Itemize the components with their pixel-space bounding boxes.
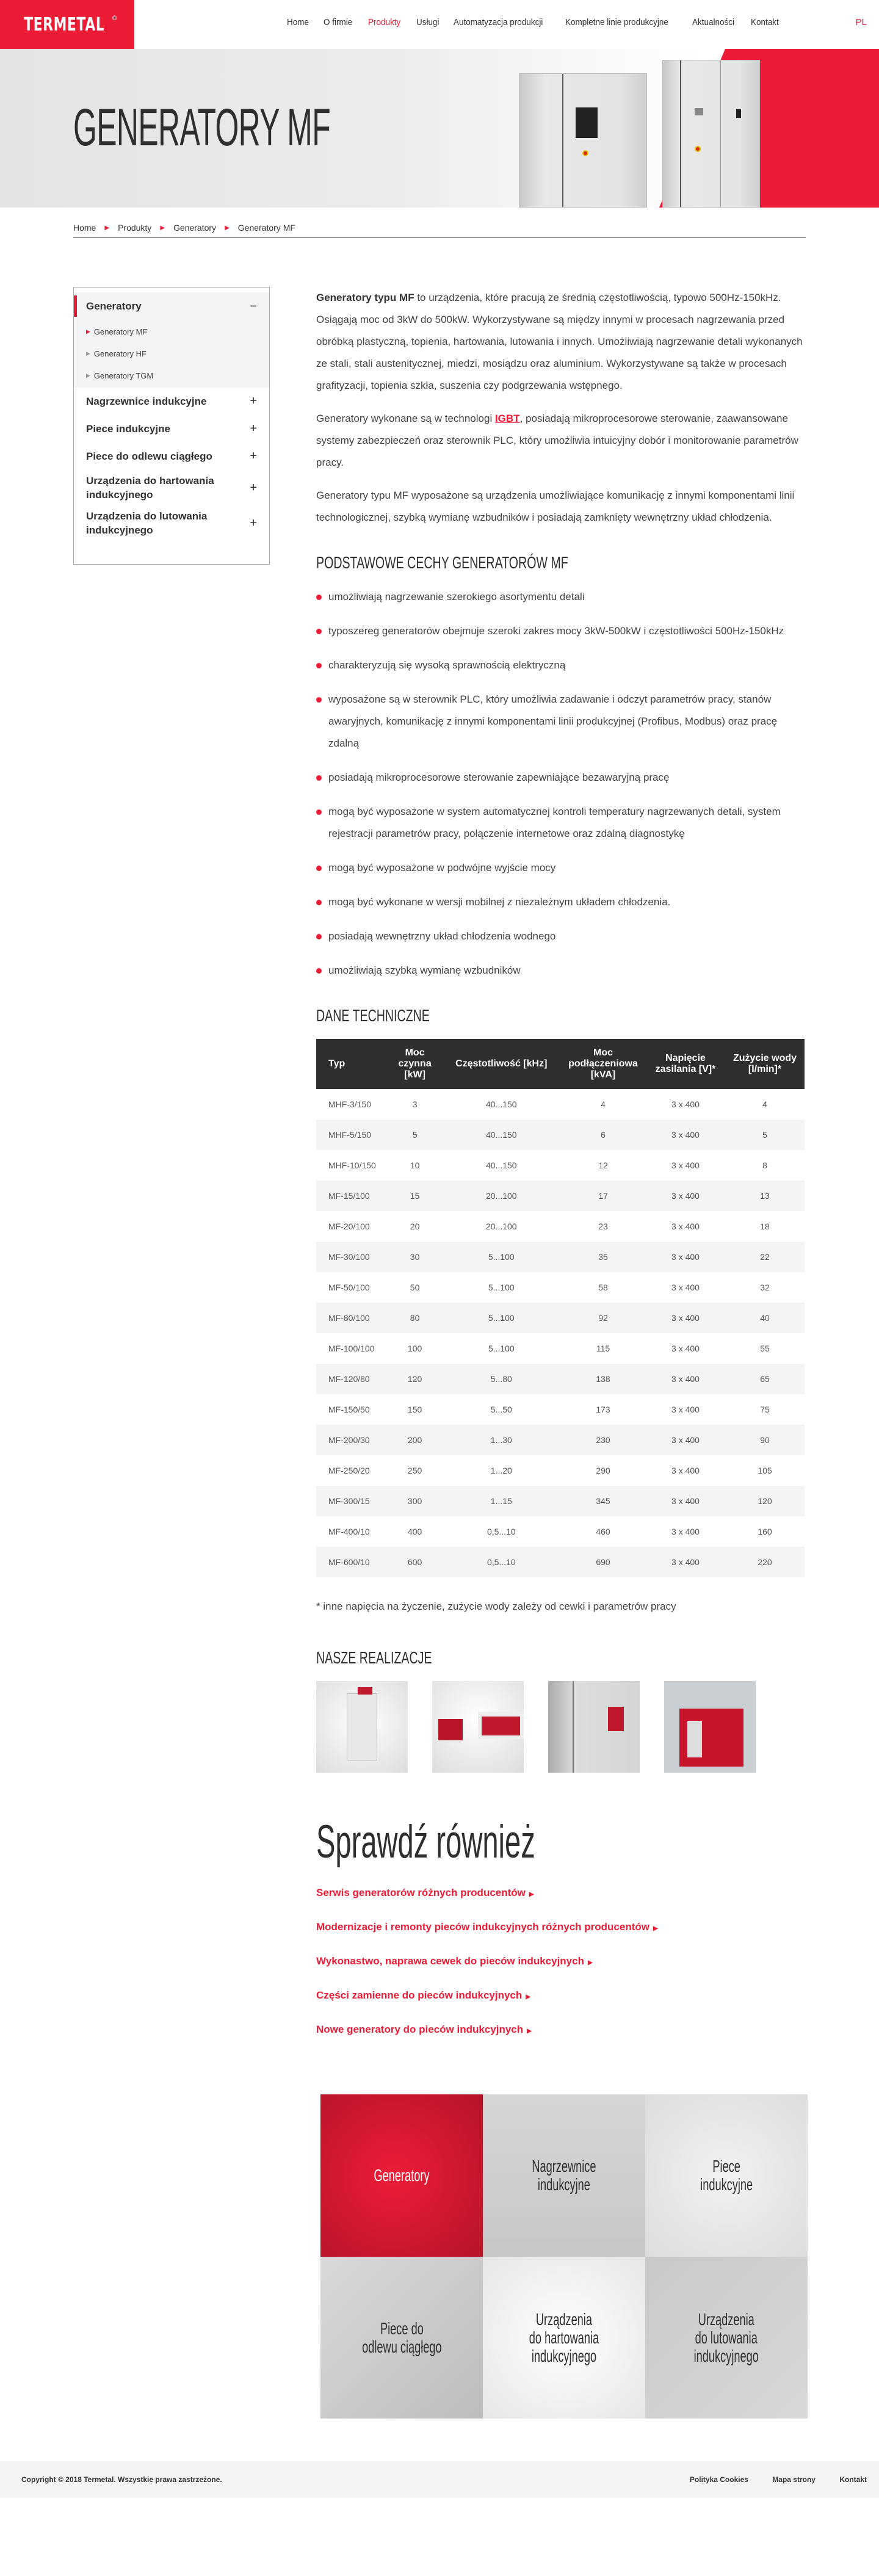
table-cell: 20...100 — [443, 1181, 560, 1211]
table-cell: 4 — [762, 1099, 767, 1109]
p2-text-after: , posiadają mikroprocesorowe sterowanie, zaawansowane systemy zabezpieczeń oraz sterownik PLC, który umożliwia intuicyjny dobór i monitorowanie parametrów pracy. — [316, 413, 798, 468]
table-cell: 3 x 400 — [646, 1364, 725, 1394]
table-row — [316, 1120, 805, 1150]
table-cell: 3 x 400 — [671, 1221, 700, 1231]
hero-banner — [0, 49, 879, 208]
table-cell: 3 x 400 — [671, 1344, 700, 1353]
table-row — [316, 1394, 805, 1425]
table-cell: 120 — [388, 1364, 443, 1394]
feature-item: mogą być wyposażone w podwójne wyjście mocy — [316, 857, 805, 879]
related-link-label: Części zamienne do pieców indukcyjnych — [316, 1989, 523, 2001]
table-row — [316, 1181, 805, 1211]
table-cell: 80 — [388, 1303, 443, 1333]
table-row — [316, 1486, 805, 1516]
sidebar-group-label: Piece do odlewu ciągłego — [86, 450, 212, 462]
table-cell: 220 — [725, 1547, 805, 1577]
table-cell: MF-20/100 — [328, 1221, 370, 1231]
related-links — [316, 1887, 805, 2036]
table-cell: MF-600/10 — [316, 1547, 388, 1577]
footer-link-cookies[interactable]: Polityka Cookies — [689, 2475, 748, 2484]
arrow-right-icon: ▶ — [529, 1891, 534, 1898]
expand-icon[interactable]: + — [250, 394, 257, 408]
sidebar-item-generatory-hf[interactable] — [74, 342, 269, 364]
table-cell: 160 — [758, 1527, 772, 1536]
collapse-icon[interactable]: − — [250, 299, 257, 313]
table-cell: MF-250/20 — [328, 1466, 370, 1475]
tile-hartowanie[interactable] — [483, 2257, 645, 2419]
tile-label: Urządzenia do lutowania indukcyjnego — [693, 2309, 759, 2365]
table-cell: 345 — [560, 1486, 646, 1516]
sidebar-group-label: Generatory — [86, 300, 142, 312]
breadcrumb-home[interactable]: Home — [73, 223, 96, 233]
triangle-right-icon: ▶ — [86, 328, 90, 335]
table-cell: 58 — [598, 1283, 608, 1292]
sidebar-item-label: Generatory HF — [93, 349, 146, 358]
table-cell: MF-50/100 — [328, 1283, 370, 1292]
communication-paragraph: Generatory typu MF wyposażone są urządzenia umożliwiające komunikację z innymi komponentami linii technologicznej, szybką wymianę wzbudników i posiadają zamknięty wewnętrzny układ chłodzenia. — [316, 490, 795, 523]
nav-uslugi[interactable]: Usługi — [416, 17, 440, 27]
table-cell: 30 — [388, 1242, 443, 1272]
table-cell: 22 — [725, 1242, 805, 1272]
table-row — [316, 1455, 805, 1486]
table-cell: 460 — [596, 1527, 610, 1536]
tile-label: Generatory — [374, 2166, 430, 2185]
tile-piece[interactable] — [645, 2094, 808, 2257]
nav-produkty[interactable]: Produkty — [367, 17, 400, 27]
copyright: Copyright © 2018 Termetal. Wszystkie prawa zastrzeżone. — [21, 2475, 222, 2484]
table-cell: 5...80 — [443, 1364, 560, 1394]
arrow-right-icon: ▶ — [587, 1959, 593, 1966]
col-header-moc-podlaczeniowa: Moc podłączeniowa [kVA] — [560, 1039, 646, 1089]
expand-icon[interactable]: + — [250, 422, 257, 435]
product-content — [316, 287, 805, 2058]
site-header — [0, 0, 879, 49]
table-row — [316, 1211, 805, 1242]
table-row — [316, 1150, 805, 1181]
table-cell: 3 x 400 — [646, 1181, 725, 1211]
feature-item: umożliwiają szybką wymianę wzbudników — [316, 960, 805, 982]
nav-home[interactable]: Home — [287, 17, 309, 27]
intro-paragraph — [316, 287, 805, 397]
triangle-right-icon: ▶ — [86, 350, 90, 356]
table-cell: 3 x 400 — [671, 1527, 700, 1536]
breadcrumb-produkty[interactable]: Produkty — [118, 223, 152, 233]
table-cell: 75 — [760, 1405, 770, 1414]
table-cell: 3 x 400 — [671, 1405, 700, 1414]
table-cell: 23 — [598, 1221, 608, 1231]
related-heading: Sprawdź również — [316, 1816, 535, 1868]
table-cell: 20...100 — [485, 1221, 517, 1231]
table-cell: 90 — [725, 1425, 805, 1455]
table-cell: 3 x 400 — [646, 1486, 725, 1516]
table-cell: MF-200/30 — [316, 1425, 388, 1455]
table-cell: MF-30/100 — [316, 1242, 388, 1272]
table-cell: 15 — [388, 1181, 443, 1211]
col-header-zuzycie-wody: Zużycie wody [l/min]* — [725, 1039, 805, 1089]
table-cell: 690 — [560, 1547, 646, 1577]
arrow-right-icon: ▶ — [526, 1994, 530, 2000]
feature-item: posiadają mikroprocesorowe sterowanie zapewniające bezawaryjną pracę — [316, 767, 805, 789]
table-cell: 173 — [596, 1405, 610, 1414]
sidebar-group-header[interactable] — [74, 292, 269, 320]
table-footnote: * inne napięcia na życzenie, zużycie wody zależy od cewki i parametrów pracy — [316, 1601, 676, 1612]
table-cell: 600 — [388, 1547, 443, 1577]
table-row — [316, 1333, 805, 1364]
expand-icon[interactable]: + — [250, 480, 257, 494]
feature-item: wyposażone są w sterownik PLC, który umożliwia zadawanie i odczyt parametrów pracy, stanów awaryjnych, komunikację z innymi komponentami linii produkcyjnej (Profibus, Modbus) oraz pracę zdalną — [316, 689, 805, 754]
language-switch[interactable]: PL — [855, 17, 867, 27]
table-row — [316, 1089, 805, 1120]
triangle-right-icon: ▶ — [86, 372, 90, 378]
gallery-photo-generator-cabinet[interactable] — [316, 1681, 408, 1773]
table-cell: 400 — [407, 1527, 422, 1536]
footer-nav — [668, 2475, 867, 2484]
breadcrumb-current: Generatory MF — [237, 223, 295, 233]
breadcrumb-separator-icon: ▶ — [225, 224, 230, 231]
table-cell: MHF-3/150 — [328, 1099, 372, 1109]
breadcrumb-separator-icon: ▶ — [104, 224, 110, 231]
p2-text: Generatory wykonane są w technologi — [316, 413, 495, 424]
logo[interactable] — [0, 0, 134, 49]
table-cell: 1...30 — [443, 1425, 560, 1455]
table-body — [316, 1089, 805, 1577]
igbt-link[interactable]: IGBT — [494, 413, 520, 424]
table-cell: MF-150/50 — [328, 1405, 370, 1414]
table-cell: 3 x 400 — [671, 1466, 700, 1475]
sidebar-group-hartowanie[interactable] — [74, 470, 269, 505]
table-cell: 3 x 400 — [646, 1547, 725, 1577]
nav-kompletne-linie[interactable]: Kompletne linie produkcyjne — [565, 17, 668, 27]
table-cell: 150 — [407, 1405, 422, 1414]
intro-text: to urządzenia, które pracują ze średnią częstotliwością, typowo 500Hz-150kHz. Osiągają moc od 3kW do 500kW. Wykorzystywane są między innymi w procesach nagrzewania przed obróbką plastyczną, topienia, hartowania, lutowania i innych. Umożliwiają nagrzewanie detali wykonanych ze stali, stali austenitycznej, miedzi, mosiądzu oraz aluminium. Wykorzystywane są także w procesach grafityzacji, topienia szkła, suszenia czy podgrzewania wstępnego. — [316, 292, 803, 391]
table-cell: 5...100 — [488, 1283, 515, 1292]
table-cell: 40 — [725, 1303, 805, 1333]
table-cell: MF-400/10 — [328, 1527, 370, 1536]
feature-item: charakteryzują się wysoką sprawnością elektryczną — [316, 654, 805, 676]
table-cell: 18 — [760, 1221, 770, 1231]
table-cell: 3 x 400 — [646, 1120, 725, 1150]
table-cell: 32 — [760, 1283, 770, 1292]
gallery-photo-red-heater[interactable] — [432, 1681, 524, 1773]
related-link-label: Nowe generatory do pieców indukcyjnych — [316, 2024, 524, 2035]
table-header-row — [316, 1039, 805, 1089]
table-cell: 138 — [560, 1364, 646, 1394]
table-cell: 5...100 — [488, 1344, 515, 1353]
expand-icon[interactable]: + — [250, 516, 257, 530]
sidebar-group-piece[interactable] — [74, 415, 269, 443]
related-link-label: Modernizacje i remonty pieców indukcyjnych różnych producentów — [316, 1921, 649, 1933]
table-cell: 40...150 — [485, 1099, 517, 1109]
table-cell: 3 — [412, 1099, 418, 1109]
table-cell: MF-15/100 — [316, 1181, 388, 1211]
gallery-photo-cabinet-red-box[interactable] — [548, 1681, 640, 1773]
table-cell: MHF-5/150 — [316, 1120, 388, 1150]
sidebar-group-nagrzewnice[interactable] — [74, 388, 269, 415]
table-row — [316, 1425, 805, 1455]
table-cell: MF-120/80 — [316, 1364, 388, 1394]
table-cell: 100 — [407, 1344, 422, 1353]
related-link[interactable] — [316, 1887, 805, 1899]
table-row — [316, 1547, 805, 1577]
arrow-right-icon: ▶ — [653, 1925, 658, 1932]
related-link-label: Wykonastwo, naprawa cewek do pieców indukcyjnych — [316, 1955, 584, 1967]
table-cell: 4 — [601, 1099, 606, 1109]
table-cell: 3 x 400 — [646, 1242, 725, 1272]
sidebar-group-generatory — [74, 292, 269, 388]
table-cell: 35 — [560, 1242, 646, 1272]
sidebar-item-label: Generatory TGM — [93, 371, 154, 380]
table-cell: 300 — [388, 1486, 443, 1516]
sidebar-group-label: Nagrzewnice indukcyjne — [86, 396, 207, 407]
breadcrumb-generatory[interactable]: Generatory — [173, 223, 217, 233]
logo-text: TERMETAL — [23, 13, 104, 35]
col-header-napiecie: Napięcie zasilania [V]* — [646, 1039, 725, 1089]
table-cell: 105 — [758, 1466, 772, 1475]
table-cell: 3 x 400 — [671, 1160, 700, 1170]
main-area — [0, 238, 879, 2058]
sidebar-group-piece-odlew[interactable] — [74, 443, 269, 470]
table-row — [316, 1516, 805, 1547]
features-heading: PODSTAWOWE CECHY GENERATORÓW MF — [316, 553, 568, 572]
main-nav — [287, 17, 794, 27]
features-list — [316, 586, 805, 982]
product-sidebar — [73, 287, 270, 565]
page-title: GENERATORY MF — [73, 98, 331, 157]
tile-label: Piece do odlewu ciągłego — [361, 2318, 442, 2356]
col-header-czestotliwosc: Częstotliwość [kHz] — [443, 1039, 560, 1089]
gallery-heading: NASZE REALIZACJE — [316, 1648, 432, 1667]
nav-kontakt[interactable]: Kontakt — [751, 17, 780, 27]
arrow-right-icon: ▶ — [527, 2028, 532, 2035]
hero-generator-cabinet-image-2 — [662, 60, 760, 208]
feature-item: mogą być wyposażone w system automatycznej kontroli temperatury nagrzewanych detali, system rejestracji parametrów pracy, połączenie internetowe oraz zdalną diagnostykę — [316, 801, 805, 845]
table-cell: 115 — [596, 1344, 610, 1353]
sidebar-group-lutowanie[interactable] — [74, 505, 269, 541]
col-header-typ: Typ — [316, 1039, 388, 1089]
table-cell: 230 — [560, 1425, 646, 1455]
table-cell: 92 — [560, 1303, 646, 1333]
table-cell: 13 — [725, 1181, 805, 1211]
table-cell: 120 — [725, 1486, 805, 1516]
table-cell: 5...100 — [443, 1242, 560, 1272]
table-cell: 5...100 — [443, 1303, 560, 1333]
intro-bold: Generatory typu MF — [316, 292, 414, 303]
related-link[interactable] — [316, 1921, 805, 1933]
feature-item: posiadają wewnętrzny układ chłodzenia wodnego — [316, 925, 805, 947]
realizations-gallery — [316, 1681, 805, 1773]
tile-nagrzewnice[interactable] — [483, 2094, 645, 2257]
table-cell: 0,5...10 — [443, 1547, 560, 1577]
footer-link-kontakt[interactable]: Kontakt — [839, 2475, 867, 2484]
table-cell: 12 — [598, 1160, 608, 1170]
related-link[interactable] — [316, 1989, 805, 2002]
sidebar-item-generatory-tgm[interactable] — [74, 364, 269, 386]
table-row — [316, 1364, 805, 1394]
feature-item: umożliwiają nagrzewanie szerokiego asortymentu detali — [316, 586, 805, 608]
related-link[interactable] — [316, 1955, 805, 1967]
related-link[interactable] — [316, 2024, 805, 2036]
table-cell: 5...50 — [490, 1405, 512, 1414]
related-link-label: Serwis generatorów różnych producentów — [316, 1887, 526, 1898]
table-cell: 40...150 — [485, 1160, 517, 1170]
table-cell: 200 — [388, 1425, 443, 1455]
tech-data-heading: DANE TECHNICZNE — [316, 1006, 430, 1025]
table-row — [316, 1272, 805, 1303]
category-tiles — [320, 2094, 809, 2419]
expand-icon[interactable]: + — [250, 449, 257, 463]
table-cell: 17 — [560, 1181, 646, 1211]
site-footer — [0, 2461, 879, 2498]
sidebar-item-label: Generatory MF — [93, 327, 148, 336]
table-row — [316, 1303, 805, 1333]
table-cell: 3 x 400 — [671, 1099, 700, 1109]
table-cell: 3 x 400 — [646, 1303, 725, 1333]
nav-aktualnosci[interactable]: Aktualności — [692, 17, 734, 27]
table-cell: MF-300/15 — [316, 1486, 388, 1516]
registered-mark: ® — [111, 13, 118, 22]
table-cell: 6 — [560, 1120, 646, 1150]
table-row — [316, 1242, 805, 1272]
table-cell: 55 — [760, 1344, 770, 1353]
table-cell: 290 — [596, 1466, 610, 1475]
table-cell: 5 — [725, 1120, 805, 1150]
table-cell: 20 — [410, 1221, 420, 1231]
tile-label: Piece indukcyjne — [700, 2157, 753, 2194]
table-cell: 10 — [410, 1160, 420, 1170]
feature-item: typoszereg generatorów obejmuje szeroki zakres mocy 3kW-500kW i częstotliwości 500Hz-150kHz — [316, 620, 805, 642]
table-cell: 1...20 — [490, 1466, 512, 1475]
col-header-moc-czynna: Moc czynna [kW] — [388, 1039, 443, 1089]
table-cell: 250 — [407, 1466, 422, 1475]
tile-generatory[interactable] — [320, 2094, 483, 2257]
technology-paragraph — [316, 408, 805, 474]
hero-generator-cabinet-image — [519, 73, 647, 208]
table-cell: 1...15 — [443, 1486, 560, 1516]
table-cell: MF-100/100 — [328, 1344, 375, 1353]
nav-o-firmie[interactable]: O firmie — [324, 17, 353, 27]
tile-piece-odlew[interactable] — [320, 2257, 483, 2419]
sidebar-group-label: Urządzenia do lutowania indukcyjnego — [86, 510, 208, 536]
footer-link-sitemap[interactable]: Mapa strony — [772, 2475, 816, 2484]
breadcrumb-separator-icon: ▶ — [160, 224, 165, 231]
feature-item: mogą być wykonane w wersji mobilnej z niezależnym układem chłodzenia. — [316, 891, 805, 913]
table-cell: 8 — [762, 1160, 767, 1170]
table-cell: MHF-10/150 — [328, 1160, 376, 1170]
table-cell: 3 x 400 — [646, 1425, 725, 1455]
table-cell: 65 — [725, 1364, 805, 1394]
tile-label: Urządzenia do hartowania indukcyjnego — [529, 2309, 599, 2365]
table-cell: 3 x 400 — [671, 1283, 700, 1292]
sidebar-group-label: Piece indukcyjne — [86, 423, 170, 435]
table-cell: MF-80/100 — [316, 1303, 388, 1333]
sidebar-group-label: Urządzenia do hartowania indukcyjnego — [86, 475, 214, 501]
sidebar-item-generatory-mf[interactable] — [74, 320, 269, 342]
table-cell: 0,5...10 — [487, 1527, 516, 1536]
tile-lutowanie[interactable] — [645, 2257, 808, 2419]
gallery-photo-red-unit[interactable] — [664, 1681, 756, 1773]
table-cell: 40...150 — [443, 1120, 560, 1150]
tech-data-table — [316, 1039, 805, 1577]
table-cell: 50 — [410, 1283, 420, 1292]
breadcrumb — [73, 208, 806, 238]
table-cell: 5 — [388, 1120, 443, 1150]
tile-label: Nagrzewnice indukcyjne — [532, 2157, 596, 2194]
nav-automatyzacja[interactable]: Automatyzacja produkcji — [454, 17, 543, 27]
